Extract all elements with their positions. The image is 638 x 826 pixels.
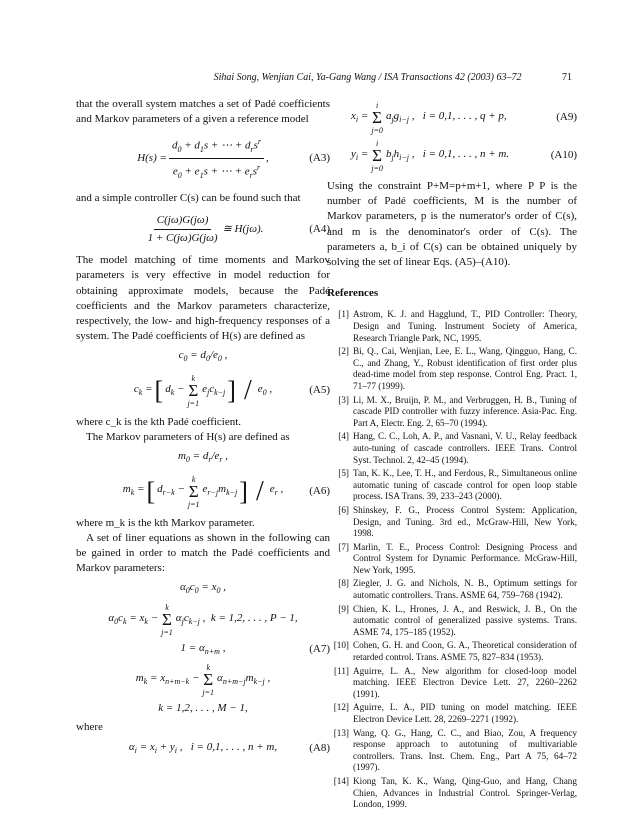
equation-number: (A10)	[550, 149, 577, 162]
paragraph: where m_k is the kth Markov parameter.	[76, 516, 255, 529]
equation-a8: $\alpha_i = x_i + y_i$ , i = 0,1, . . . , n + m, (A8)	[128, 740, 330, 755]
running-header	[60, 72, 572, 83]
reference-item	[327, 468, 577, 503]
reference-text: Tan, K. K., Lee, T. H., and Ferdous, R., Simultaneous online automatic tuning of cascade control for open loop stable process. ISA Trans. 39, 233–243 (2000).	[353, 468, 577, 502]
reference-number: [7]	[338, 541, 349, 552]
reference-number: [13]	[333, 727, 349, 738]
equation-number: (A6)	[309, 484, 330, 497]
reference-text: Li, M. X., Bruijn, P. M., and Verbruggen, H. B., Tuning of cascade PID controller with fuzzy inference. Asia-Pac. Eng. Part A, Electr. Eng. 2, 65–70 (1994).	[353, 394, 577, 428]
reference-item	[327, 702, 577, 725]
equation-alpha0: $\alpha_0c_0 = x_0$ ,	[180, 581, 226, 596]
reference-item	[327, 309, 577, 344]
reference-item	[327, 346, 577, 392]
reference-text: Ziegler, J. G. and Nichols, N. B., Optimum settings for automatic controllers. Trans. ASME 64, 759–768 (1942).	[353, 578, 577, 601]
reference-text: Shinskey, F. G., Process Control System: Application, Design, and Tuning. 3rd ed., McGraw-Hill, New York, 1998.	[353, 504, 577, 539]
equation-k-range: k = 1,2, . . . , M − 1,	[158, 702, 248, 715]
reference-number: [3]	[338, 394, 349, 405]
reference-text: Marlin, T. E., Process Control: Designing Process and Control System for Dynamic Performance. McGraw-Hill, New York, 1995.	[353, 541, 577, 575]
running-title: Sihai Song, Wenjian Cai, Ya-Gang Wang / ISA Transactions 42 (2003) 63–72	[213, 72, 522, 83]
reference-text: Wang, Q. G., Hang, C. C., and Biao, Zou, A frequency response approach to autotuning of multivariable controllers. Trans. Inst. Chem. Eng., Part A 75, 64–72 (1997).	[353, 727, 577, 773]
reference-text: Aguirre, L. A., New algorithm for closed-loop model matching. IEEE Electron Device Lett. 27, 2260–2262 (1991).	[353, 665, 577, 699]
reference-item	[327, 776, 577, 811]
reference-number: [14]	[333, 775, 349, 786]
reference-number: [6]	[338, 504, 349, 515]
reference-item	[327, 578, 577, 601]
equation-a10: $y_i$ = i Σ j=0 $b_jh_{i-j}$ , i = 0,1, . . . , n + m. (A10)	[351, 139, 577, 173]
reference-number: [11]	[334, 665, 349, 676]
paragraph: A set of liner equations as shown in the following can be gained in order to match the Padé coefficients and Markov parameters:	[76, 531, 330, 575]
reference-text: Kiong Tan, K. K., Wang, Qing-Guo, and Hang, Chang Chien, Advances in Industrial Control. Springer-Verlag, London, 1999.	[353, 775, 577, 810]
reference-number: [9]	[338, 603, 349, 614]
reference-number: [10]	[333, 640, 349, 651]
reference-number: [2]	[338, 346, 349, 357]
paragraph: The model matching of time moments and Markov parameters is very effective in model reduction for obtaining approximate models, because the Padé coefficients and the Markov parameters characterize, respectively, the low- and high-frequency responses of a system. The Padé coefficients of H(s) are defined as	[76, 254, 330, 343]
equation-number: (A4)	[309, 222, 330, 235]
equation-a5: $c_k$ = [ $d_k$ − k Σ j=1 $e_jc_{k-j}$ ] / $e_0$ , (A5)	[133, 373, 330, 408]
reference-text: Bi, Q., Cai, Wenjian, Lee, E. L., Wang, Qingguo, Hang, C. C., and Zhang, Y., Robust identification of first order plus dead-time model from step response. Control Eng. Pract. 1, 71–77 (1999).	[353, 346, 577, 391]
references-heading: References	[327, 287, 379, 300]
page-number: 71	[562, 72, 572, 83]
reference-item	[327, 640, 577, 663]
equation-a9: $x_i$ = i Σ j=0 $a_jg_{i-j}$ , i = 0,1, . . . , q + p, (A9)	[351, 101, 577, 135]
equation-number: (A5)	[309, 384, 330, 397]
equation-number: (A9)	[556, 111, 577, 124]
reference-item	[327, 604, 577, 639]
reference-text: Astrom, K. J. and Hagglund, T., PID Controller: Theory, Design and Tuning. Instrument Society of America, Research Triangle Park, NC, 1995.	[353, 309, 577, 343]
reference-text: Cohen, G. H. and Coon, G. A., Theoretical consideration of retarded control. Trans. ASME 75, 827–834 (1953).	[353, 640, 577, 663]
reference-text: Aguirre, L. A., PID tuning on model matching. IEEE Electron Device Lett. 28, 2269–2271 (1992).	[353, 702, 577, 725]
reference-item	[327, 542, 577, 577]
reference-number: [4]	[338, 431, 349, 442]
paragraph: The Markov parameters of H(s) are defined as	[86, 430, 290, 443]
equation-alpha-ck: $\alpha_0c_k = x_k$ − k Σ j=1 $\alpha_jc_{k-j}$ , k = 1,2, . . . , P − 1,	[108, 602, 298, 637]
reference-number: [1]	[338, 309, 349, 320]
equation-a6: $m_k$ = [ $d_{r-k}$ − k Σ j=1 $e_{r-j}m_{k-j}$ ] / $e_r$ , (A6)	[122, 474, 330, 509]
reference-item	[327, 728, 577, 774]
reference-item	[327, 395, 577, 430]
right-column	[327, 97, 577, 813]
equation-a3: H(s) = $\frac{d_0 + d_1s + \cdots + d_rs^r}{e_0 + e_1s + \cdots + e_rs^r}$ , (A3)	[76, 134, 330, 183]
reference-text: Hang, C. C., Loh, A. P., and Vasnani, V. U., Relay feedback auto-tuning of cascade controllers. IEEE Trans. Control Syst. Technol. 2, 42–45 (1994).	[353, 431, 577, 465]
equation-number: (A3)	[309, 152, 330, 165]
paragraph: and a simple controller C(s) can be found such that	[76, 191, 301, 204]
equation-number: (A8)	[309, 742, 330, 755]
reference-number: [12]	[333, 702, 349, 713]
reference-item	[327, 431, 577, 466]
reference-text: Chien, K. L., Hrones, J. A., and Reswick, J. B., On the automatic control of generalized passive systems. Trans. ASME 74, 175–185 (1952).	[353, 603, 577, 637]
equation-m0: $m_0 = d_r/e_r$ ,	[177, 450, 229, 465]
reference-list	[327, 309, 577, 810]
paragraph: where c_k is the kth Padé coefficient.	[76, 415, 242, 428]
equation-c0: $c_0 = d_0/e_0$ ,	[178, 349, 228, 364]
equation-number: (A7)	[309, 643, 330, 656]
reference-number: [5]	[338, 468, 349, 479]
paragraph: where	[76, 721, 103, 734]
reference-number: [8]	[338, 578, 349, 589]
left-column	[76, 97, 330, 762]
reference-item	[327, 505, 577, 540]
equation-a4: $\frac{C(j\omega)G(j\omega)}{1 + C(j\omega)G(j\omega)}$ ≅ H(jω). (A4)	[147, 213, 330, 244]
paragraph: Using the constraint P+M=p+m+1, where P P is the number of Padé coefficients, M is the number of Markov parameters, p is the numerator's order of C(s), and m is the denominator's order of C(s). The parameters a, b_i of C(s) can be obtained uniquely by solving the set of linear Eqs. (A5)–(A10).	[327, 180, 577, 269]
reference-item	[327, 666, 577, 701]
equation-mk: $m_k = x_{n+m-k}$ − k Σ j=1 $\alpha_{n+m-j}m_{k-j}$ ,	[135, 663, 271, 698]
paragraph: that the overall system matches a set of Padé coefficients and Markov parameters of a given a reference model	[76, 98, 330, 126]
equation-a7: $1 = \alpha_{n+m}$ , (A7)	[180, 641, 330, 656]
